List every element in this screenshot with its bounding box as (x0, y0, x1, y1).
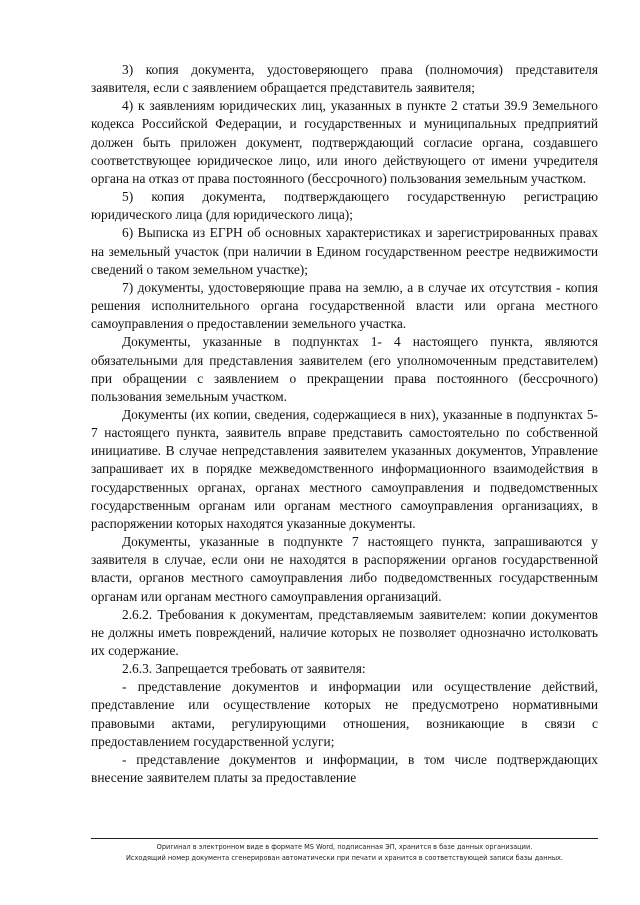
paragraph-optional-docs: Документы (их копии, сведения, содержащиеся в них), указанные в подпунктах 5-7 настоящего пункта, заявитель вправе представить самостоятельно по собственной инициативе. В случае непредставления заявителем указанных документов, Управление запрашивает их в порядке межведомственного информационного взаимодействия в государственных органах, органах местного самоуправления и подведомственных государственным органам или органам местного самоуправления организациях, в распоряжении которых находятся указанные документы. (91, 406, 598, 531)
paragraph-item-5: 5) копия документа, подтверждающего государственную регистрацию юридического лица (для юридического лица); (91, 189, 598, 223)
paragraph-mandatory-docs: Документы, указанные в подпунктах 1- 4 настоящего пункта, являются обязательными для представления заявителем (его уполномоченным представителем) при обращении с заявлением о прекращении права постоянного (бессрочного) пользования земельным участком. (91, 334, 598, 404)
paragraph-prohibition-2: - представление документов и информации, в том числе подтверждающих внесение заявителем платы за предоставление (91, 751, 598, 786)
footer-divider (91, 838, 598, 839)
paragraph-item-6: 6) Выписка из ЕГРН об основных характеристиках и зарегистрированных правах на земельный участок (при наличии в Едином государственном реестре недвижимости сведений о таком земельном участке); (91, 225, 598, 277)
paragraph-item-4: 4) к заявлениям юридических лиц, указанных в пункте 2 статьи 39.9 Земельного кодекса Российской Федерации, и государственных и муниципальных предприятий должен быть приложен документ, подтверждающий согласие органа, создавшего соответствующее юридическое лицо, или иного действующего от имени учредителя органа на отказ от права постоянного (бессрочного) пользования земельным участком. (91, 98, 598, 186)
document-body (91, 61, 598, 787)
footer-line-outgoing-number: Исходящий номер документа сгенерирован автоматически при печати и хранится в соответствующей записи базы данных. (125, 854, 564, 862)
paragraph-requested-docs: Документы, указанные в подпункте 7 настоящего пункта, запрашиваются у заявителя в случае, если они не находятся в распоряжении органов государственной власти, органов местного самоуправления либо подведомственных государственным органам или органам местного самоуправления организаций. (91, 534, 598, 604)
paragraph-item-7: 7) документы, удостоверяющие права на землю, а в случае их отсутствия - копия решения исполнительного органа государственной власти или органа местного самоуправления о предоставлении земельного участка. (91, 279, 598, 332)
page-footer (60, 842, 629, 864)
paragraph-2-6-2: 2.6.2. Требования к документам, представляемым заявителем: копии документов не должны иметь повреждений, наличие которых не позволяет однозначно истолковать их содержание. (91, 606, 598, 658)
paragraph-item-3: 3) копия документа, удостоверяющего права (полномочия) представителя заявителя, если с заявлением обращается представитель заявителя; (91, 62, 598, 96)
paragraph-prohibition-1: - представление документов и информации или осуществление действий, представление или осуществление которых не предусмотрено нормативными правовыми актами, регулирующими отношения, возникающие в связи с предоставлением государственной услуги; (91, 679, 598, 749)
footer-line-original: Оригинал в электронном виде в формате MS Word, подписанная ЭП, хранится в базе данных организации. (156, 843, 533, 851)
paragraph-2-6-3: 2.6.3. Запрещается требовать от заявителя: (122, 661, 366, 677)
